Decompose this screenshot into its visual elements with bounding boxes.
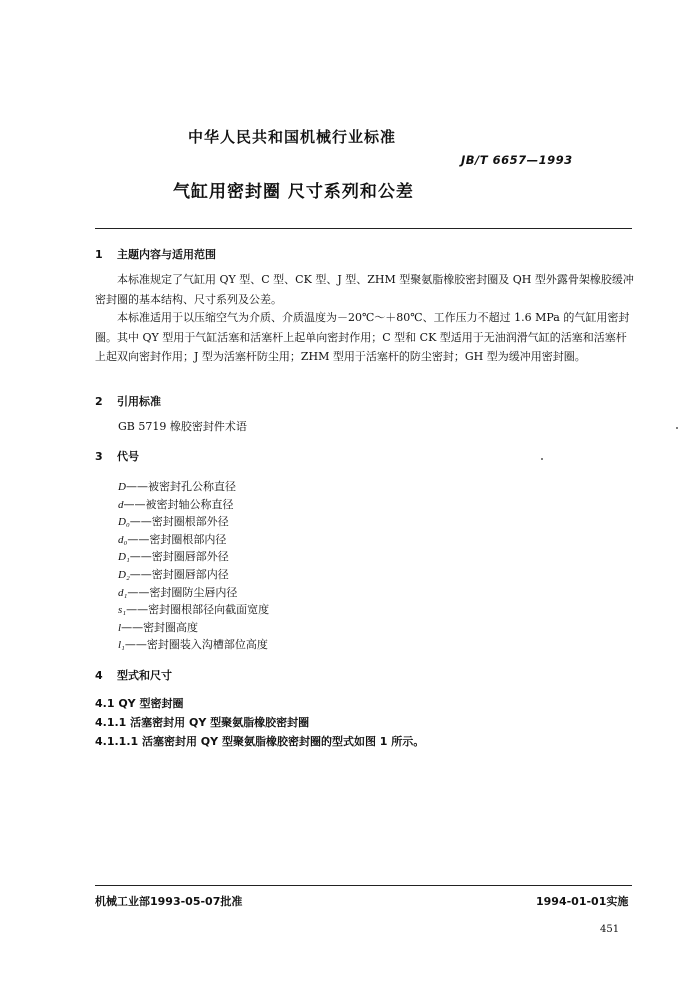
symbol-description: ——密封圈唇部内径 [129, 567, 229, 581]
symbol-row [118, 531, 269, 549]
symbol: D [118, 481, 126, 493]
symbol-description: ——密封圈根部径向截面宽度 [126, 603, 270, 617]
page-number: 451 [600, 924, 620, 935]
symbol-row [118, 478, 269, 496]
symbol: D₀ [118, 516, 130, 529]
symbol-description: ——密封圈装入沟槽部位高度 [124, 638, 268, 652]
symbol-description: ——密封圈根部内径 [127, 532, 227, 546]
standard-number: JB/T 6657—1993 [461, 153, 573, 167]
symbol: d [118, 498, 124, 511]
symbol-row [118, 601, 269, 619]
symbol: d₀ [118, 533, 128, 546]
scan-speck [676, 427, 678, 429]
implementation-date: 1994-01-01实施 [536, 895, 629, 908]
approval-date: 机械工业部1993-05-07批准 [95, 895, 243, 908]
symbol: D₁ [118, 551, 130, 564]
subsection-4-1-1-1: 4.1.1.1 活塞密封用 QY 型聚氨脂橡胶密封圈的型式如图 1 所示。 [95, 735, 425, 748]
section-1-heading [95, 246, 216, 262]
section-2-heading [95, 393, 161, 409]
header-rule [95, 228, 632, 229]
section-title: 引用标准 [117, 395, 161, 408]
symbol-row [118, 566, 269, 584]
symbol-row [118, 584, 269, 602]
subsection-4-1-1: 4.1.1 活塞密封用 QY 型聚氨脂橡胶密封圈 [95, 716, 310, 729]
paragraph-text: 本标准适用于以压缩空气为介质、介质温度为－20℃～＋80℃、工作压力不超过 1.6 MPa 的气缸用密封圈。其中 QY 型用于气缸活塞和活塞杆上起单向密封作用；C 型和 CK 型适用于无油润滑气缸的活塞和活塞杆上起双向密封作用；J 型为活塞杆防尘用；ZHM 型用于活塞杆的防尘密封；GH 型为缓冲用密封圈。 [95, 311, 630, 363]
document-title: 气缸用密封圈 尺寸系列和公差 [173, 182, 414, 202]
section-1-paragraph-1 [95, 270, 635, 309]
section-number: 2 [95, 395, 103, 408]
symbol-row [118, 636, 269, 654]
symbol-description: ——密封圈防尘唇内径 [127, 585, 238, 599]
symbol-list [118, 478, 269, 654]
section-number: 1 [95, 248, 103, 261]
symbol: D₂ [118, 568, 130, 581]
subsection-4-1: 4.1 QY 型密封圈 [95, 697, 184, 710]
symbol-description: ——被密封轴公称直径 [123, 497, 234, 511]
section-title: 型式和尺寸 [117, 669, 172, 682]
symbol-row [118, 548, 269, 566]
section-3-heading [95, 448, 139, 464]
paragraph-text: 本标准规定了气缸用 QY 型、C 型、CK 型、J 型、ZHM 型聚氨脂橡胶密封圈及 QH 型外露骨架橡胶缓冲密封圈的基本结构、尺寸系列及公差。 [95, 273, 634, 306]
symbol-description: ——被密封孔公称直径 [125, 480, 236, 493]
section-number: 4 [95, 669, 103, 682]
symbol: l₁ [118, 639, 125, 652]
symbol: s₁ [118, 604, 127, 617]
section-title: 主题内容与适用范围 [117, 248, 216, 261]
section-1-paragraph-2 [95, 308, 635, 367]
symbol-row [118, 619, 269, 637]
symbol-row [118, 513, 269, 531]
section-number: 3 [95, 450, 103, 463]
symbol-description: ——密封圈高度 [121, 620, 199, 634]
symbol-row [118, 496, 269, 514]
section-title: 代号 [117, 450, 139, 463]
symbol-description: ——密封圈根部外径 [129, 515, 229, 529]
symbol: d₁ [118, 586, 128, 599]
issuing-organization: 中华人民共和国机械行业标准 [188, 128, 397, 146]
scan-speck [541, 458, 543, 460]
footer-rule [95, 885, 632, 886]
symbol: l [118, 621, 122, 634]
section-4-heading [95, 667, 172, 683]
symbol-description: ——密封圈唇部外径 [129, 550, 229, 564]
reference-standard: GB 5719 橡胶密封件术语 [118, 420, 247, 433]
